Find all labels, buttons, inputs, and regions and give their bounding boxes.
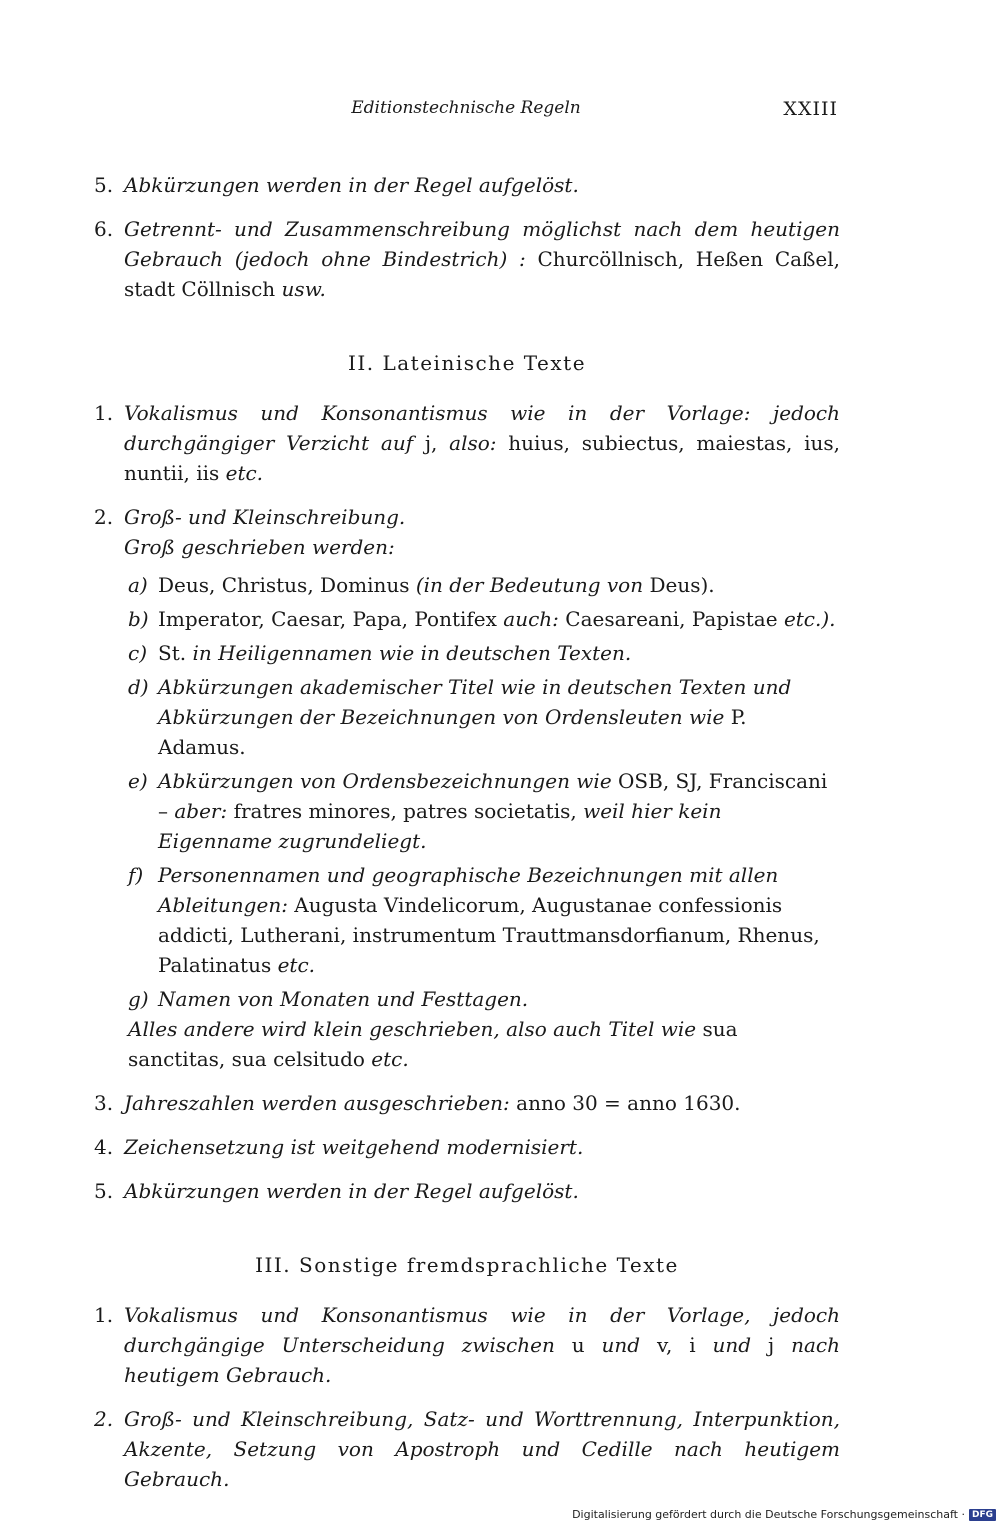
text-italic: auch: — [503, 607, 566, 631]
rule-number: 5. — [94, 1179, 114, 1203]
rule-text — [124, 214, 840, 304]
sub-text — [158, 766, 840, 856]
rule-number: 5. — [94, 173, 114, 197]
sub-label: d) — [128, 675, 149, 699]
sub-rule-e — [94, 766, 840, 856]
text-italic: und — [712, 1333, 768, 1357]
text-roman: u — [571, 1333, 602, 1357]
text-italic: und — [601, 1333, 658, 1357]
sub-text — [158, 604, 840, 634]
sub-rule-a — [94, 570, 840, 600]
rule-number: 1. — [94, 401, 114, 425]
text-roman: Caesareani, Papistae — [565, 607, 784, 631]
text-roman: St. — [158, 641, 193, 665]
page-number: XXIII — [783, 98, 838, 120]
footer-credit — [572, 1508, 996, 1521]
text-roman: j, — [424, 431, 450, 455]
sub-text — [158, 570, 840, 600]
rule-text: Zeichensetzung ist weitgehend modernisiert. — [124, 1135, 584, 1159]
rule-text: Abkürzungen werden in der Regel aufgelöst. — [124, 173, 579, 197]
sub-label: a) — [128, 573, 148, 597]
text-roman: Churcöllnisch, Heßen Caßel, stadt Cöllnisch — [124, 247, 841, 301]
text-italic: (in der Bedeutung von — [415, 573, 650, 597]
rule-number: 6. — [94, 217, 114, 241]
rule-text — [124, 398, 840, 488]
rule-text: Abkürzungen werden in der Regel aufgelöst. — [124, 1179, 579, 1203]
latin-rule-1 — [94, 398, 840, 488]
text-roman: fratres minores, patres societatis, — [233, 799, 584, 823]
sub-rule-b — [94, 604, 840, 634]
text-italic: etc. — [225, 461, 264, 485]
section-heading-foreign: III. Sonstige fremdsprachliche Texte — [255, 1253, 679, 1277]
sub-rule-g — [94, 984, 840, 1014]
german-rule-5 — [94, 170, 840, 200]
sub-text — [158, 638, 840, 668]
sub-text — [158, 860, 840, 980]
text-italic: also: — [449, 431, 509, 455]
sub-label: b) — [128, 607, 149, 631]
rule-number: 3. — [94, 1091, 114, 1115]
foreign-rule-1 — [94, 1300, 840, 1390]
text-roman: Deus, Christus, Dominus — [158, 573, 416, 597]
running-title: Editionstechnische Regeln — [351, 98, 581, 118]
latin-rule-2-closing — [94, 1014, 840, 1074]
latin-rule-2 — [94, 502, 840, 562]
text-italic: in Heiligennamen wie in deutschen Texten. — [192, 641, 632, 665]
rule-intro: Groß geschrieben werden: — [124, 535, 395, 559]
text-roman: huius, subiectus, maiestas, ius, nuntii, iis — [124, 431, 840, 485]
text-italic: usw. — [281, 277, 326, 301]
latin-rule-5 — [94, 1176, 840, 1206]
latin-rule-4 — [94, 1132, 840, 1162]
text-italic: nach heutigem Gebrauch. — [124, 1333, 841, 1387]
sub-text — [158, 672, 840, 762]
text-roman: P. Adamus. — [158, 705, 747, 759]
rule-text — [124, 1300, 840, 1390]
text-italic: Alles andere wird klein geschrieben, also auch Titel wie — [128, 1017, 703, 1041]
text-italic: Abkürzungen von Ordensbezeichnungen wie — [158, 769, 619, 793]
rule-number: 1. — [94, 1303, 114, 1327]
sub-label: c) — [128, 641, 148, 665]
section-heading-latin: II. Lateinische Texte — [347, 351, 587, 375]
page-body — [94, 170, 840, 1508]
german-rule-6 — [94, 214, 840, 304]
sub-label: g) — [128, 987, 149, 1011]
text-italic: etc.). — [783, 607, 836, 631]
dfg-logo: DFG — [969, 1509, 996, 1521]
sub-rule-d — [94, 672, 840, 762]
text-roman: OSB, SJ, Franciscani – — [158, 769, 828, 823]
rule-number: 2. — [94, 505, 114, 529]
text-italic: Vokalismus und Konsonantismus wie in der Vorlage, jedoch durchgängige Unterscheidung zwischen — [124, 1303, 840, 1357]
text-roman: anno 30 = anno 1630. — [516, 1091, 741, 1115]
text-roman: Deus). — [649, 573, 715, 597]
text-roman: j — [768, 1333, 792, 1357]
text-italic: aber: — [174, 799, 234, 823]
latin-rule-3 — [94, 1088, 840, 1118]
sub-rule-c — [94, 638, 840, 668]
sub-rule-f — [94, 860, 840, 980]
foreign-rule-2 — [94, 1404, 840, 1494]
rule-number: 2. — [94, 1407, 114, 1431]
sub-text: Namen von Monaten und Festtagen. — [158, 987, 529, 1011]
text-italic: weil hier kein Eigenname zugrundeliegt. — [158, 799, 722, 853]
sub-label: f) — [128, 863, 144, 887]
text-italic: Personennamen und geographische Bezeichnungen mit allen Ableitungen: — [158, 863, 779, 917]
text-roman: sua sanctitas, sua celsitudo — [128, 1017, 738, 1071]
text-roman: Imperator, Caesar, Papa, Pontifex — [158, 607, 504, 631]
footer-text: Digitalisierung gefördert durch die Deutsche Forschungsgemeinschaft · — [572, 1508, 965, 1521]
sub-label: e) — [128, 769, 148, 793]
text-italic: Getrennt- und Zusammenschreibung möglichst nach dem heutigen Gebrauch (jedoch ohne Bindestrich) : — [124, 217, 840, 271]
rule-text: Groß- und Kleinschreibung, Satz- und Worttrennung, Interpunktion, Akzente, Setzung von Apostroph und Cedille nach heutigem Gebrauch. — [124, 1407, 840, 1491]
text-italic: Vokalismus und Konsonantismus wie in der Vorlage: jedoch durchgängiger Verzicht auf — [124, 401, 840, 455]
rule-text — [124, 1088, 840, 1118]
text-italic: Abkürzungen akademischer Titel wie in deutschen Texten und Abkürzungen der Bezeichnungen von Ordensleuten wie — [158, 675, 792, 729]
text-italic: Jahreszahlen werden ausgeschrieben: — [124, 1091, 517, 1115]
text-italic: etc. — [371, 1047, 409, 1071]
text-roman: Augusta Vindelicorum, Augustanae confessionis addicti, Lutherani, instrumentum Trauttmansdorfianum, Rhenus, Palatinatus — [158, 893, 820, 977]
rule-title: Groß- und Kleinschreibung. — [124, 505, 406, 529]
rule-number: 4. — [94, 1135, 114, 1159]
text-roman: v, i — [657, 1333, 713, 1357]
text-italic: etc. — [277, 953, 316, 977]
